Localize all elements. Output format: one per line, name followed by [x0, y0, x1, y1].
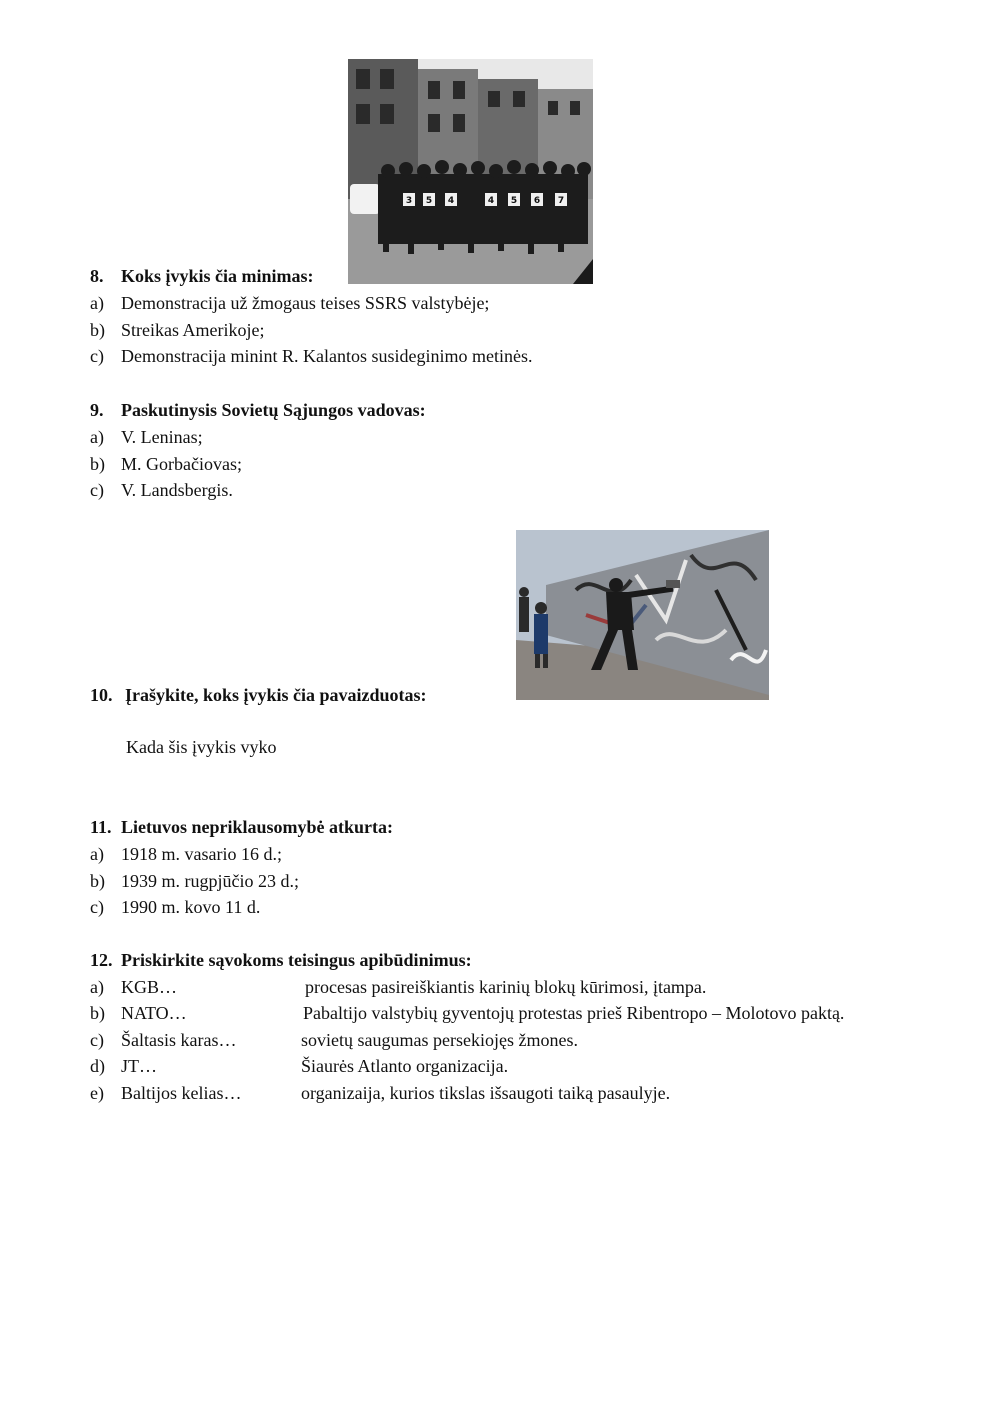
q10-number: 10. [90, 685, 113, 705]
q8-option-b-letter: b) [90, 320, 105, 340]
q8-option-a-letter: a) [90, 293, 104, 313]
q12-row-c-definition: sovietų saugumas persekiojęs žmones. [301, 1030, 578, 1050]
q9-option-c: V. Landsbergis. [121, 480, 233, 500]
q11-option-c: 1990 m. kovo 11 d. [121, 897, 261, 917]
q9-option-a: V. Leninas; [121, 427, 203, 447]
q11-title: Lietuvos nepriklausomybė atkurta: [121, 817, 394, 837]
q12-row-b-definition: Pabaltijo valstybių gyventojų protestas prieš Ribentropo – Molotovo paktą. [303, 1003, 845, 1023]
q12-row-e-letter: e) [90, 1083, 104, 1103]
q9-option-a-letter: a) [90, 427, 104, 447]
placard-number: 7 [557, 196, 565, 206]
q11-number: 11. [90, 817, 112, 837]
q12-row-c-letter: c) [90, 1030, 104, 1050]
q9-option-b-letter: b) [90, 454, 105, 474]
q12-number: 12. [90, 950, 113, 970]
placard-number: 3 [405, 196, 413, 206]
q12-row-a-definition: procesas pasireiškiantis karinių blokų kūrimosi, įtampa. [305, 977, 707, 997]
q9-option-b: M. Gorbačiovas; [121, 454, 242, 474]
q10-title: Įrašykite, koks įvykis čia pavaizduotas: [125, 685, 427, 705]
q9-title: Paskutinysis Sovietų Sąjungos vadovas: [121, 400, 426, 420]
q11-option-a-letter: a) [90, 844, 104, 864]
placard-number: 6 [533, 196, 541, 206]
q8-option-a: Demonstracija už žmogaus teises SSRS valstybėje; [121, 293, 490, 313]
berlin-wall-photo [516, 530, 769, 700]
q12-row-e-definition: organizaija, kurios tikslas išsaugoti taiką pasaulyje. [301, 1083, 671, 1103]
q12-row-c-term: Šaltasis karas… [121, 1030, 237, 1050]
q11-option-c-letter: c) [90, 897, 104, 917]
placard-number: 4 [487, 196, 495, 206]
placard-number: 5 [425, 196, 433, 206]
q11-option-a: 1918 m. vasario 16 d.; [121, 844, 282, 864]
placard-number: 5 [510, 196, 518, 206]
q11-option-b-letter: b) [90, 871, 105, 891]
q12-row-b-letter: b) [90, 1003, 105, 1023]
q8-option-b: Streikas Amerikoje; [121, 320, 265, 340]
q11-option-b: 1939 m. rugpjūčio 23 d.; [121, 871, 299, 891]
q12-row-a-term: KGB… [121, 977, 178, 997]
q10-followup: Kada šis įvykis vyko [126, 737, 277, 757]
demonstration-photo [348, 59, 593, 284]
q12-title: Priskirkite sąvokoms teisingus apibūdinimus: [121, 950, 472, 970]
q12-row-d-letter: d) [90, 1056, 105, 1076]
q8-title: Koks įvykis čia minimas: [121, 266, 314, 286]
q8-option-c-letter: c) [90, 346, 104, 366]
q9-number: 9. [90, 400, 104, 420]
q8-number: 8. [90, 266, 104, 286]
q12-row-b-term: NATO… [121, 1003, 187, 1023]
q12-row-d-definition: Šiaurės Atlanto organizacija. [301, 1056, 509, 1076]
q12-row-a-letter: a) [90, 977, 104, 997]
q12-row-d-term: JT… [121, 1056, 157, 1076]
q9-option-c-letter: c) [90, 480, 104, 500]
q8-option-c: Demonstracija minint R. Kalantos susideginimo metinės. [121, 346, 533, 366]
placard-number: 4 [447, 196, 455, 206]
q12-row-e-term: Baltijos kelias… [121, 1083, 242, 1103]
